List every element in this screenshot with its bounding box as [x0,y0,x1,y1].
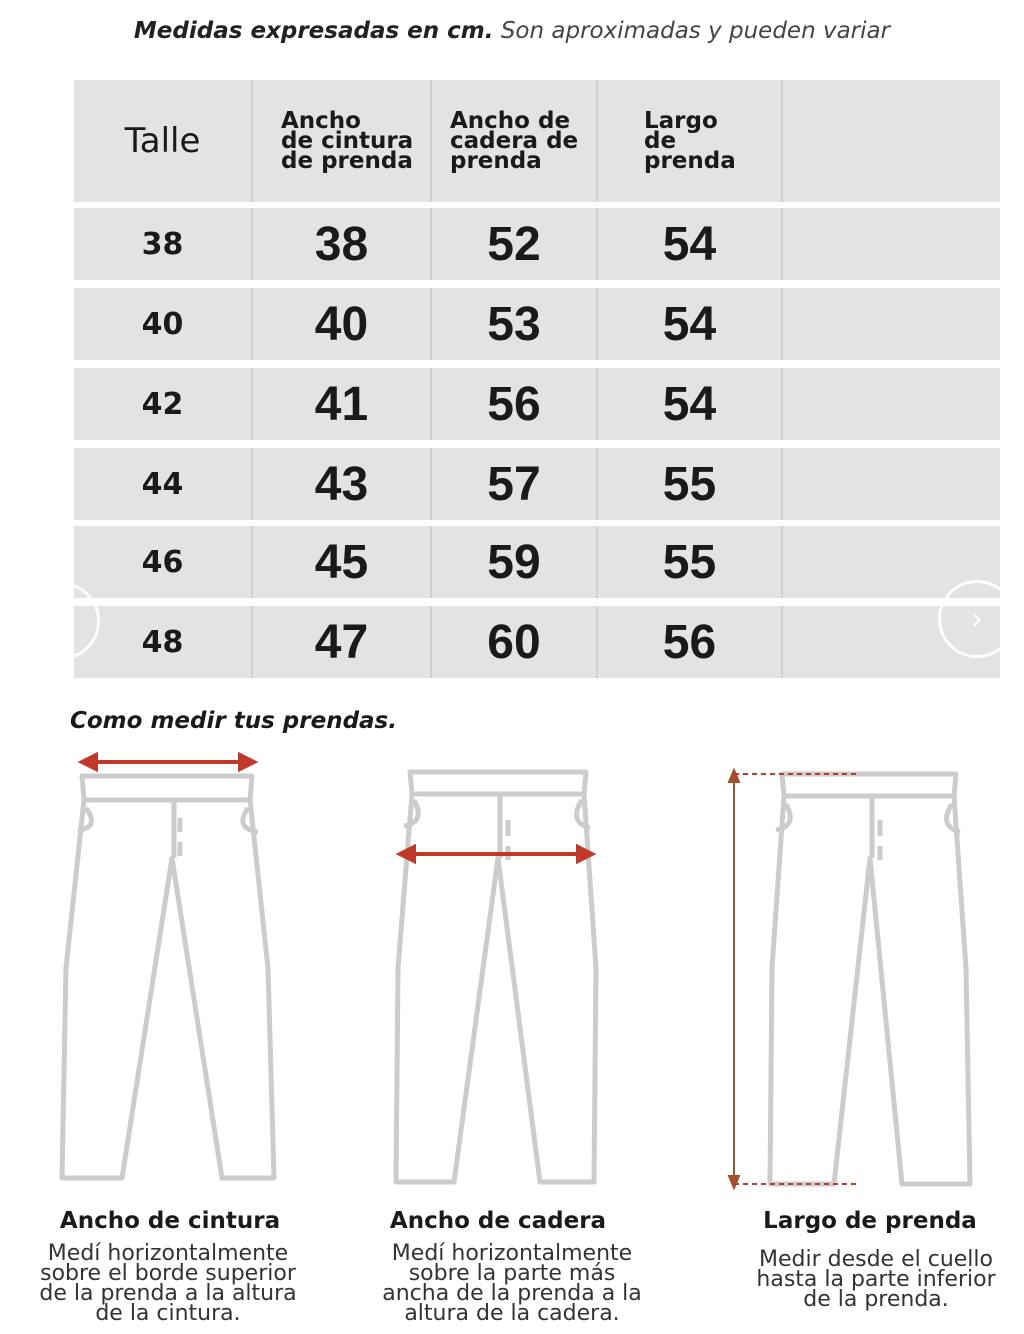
cell-talle [74,606,253,678]
cell-cadera [432,606,598,678]
cell-largo [598,208,783,280]
talle-value: 46 [141,544,184,580]
cell-cadera [432,368,598,440]
cintura-value: 41 [314,377,369,431]
cintura-value: 38 [314,217,369,271]
cell-cintura [253,526,432,598]
cell-talle [74,448,253,520]
pants-hip-illustration [390,748,610,1188]
header-cell-largo [598,80,783,202]
cell-talle [74,368,253,440]
talle-value: 42 [141,386,184,422]
cell-cintura [253,208,432,280]
cell-largo [598,606,783,678]
chevron-right-icon: › [971,601,983,637]
cadera-value: 52 [487,217,541,271]
cell-cintura [253,448,432,520]
talle-value: 38 [141,226,184,262]
talle-value: 40 [141,306,184,342]
how-to-measure-title: Como medir tus prendas. [70,708,397,734]
largo-value: 54 [662,297,717,351]
cadera-value: 59 [487,535,541,589]
measurement-note [0,18,1024,44]
caption-title-largo: Largo de prenda [763,1208,977,1234]
pants-waist-illustration [52,748,292,1188]
largo-value: 55 [662,457,717,511]
cintura-value: 47 [314,615,369,669]
table-row [74,288,1000,360]
cell-empty [783,448,1000,520]
chevron-left-icon: ‹ [55,603,67,639]
cell-cintura [253,288,432,360]
table-row [74,368,1000,440]
largo-value: 55 [662,535,717,589]
cell-cintura [253,368,432,440]
cell-cadera [432,526,598,598]
talle-value: 44 [141,466,184,502]
measurement-note-rest: Son aproximadas y pueden variar [500,18,891,44]
table-row [74,448,1000,520]
largo-value: 54 [662,217,717,271]
cell-largo [598,368,783,440]
cell-cadera [432,208,598,280]
table-row [74,208,1000,280]
caption-title-cintura: Ancho de cintura [59,1208,281,1234]
cell-talle [74,288,253,360]
cell-cadera [432,288,598,360]
cadera-value: 53 [487,297,541,351]
cell-talle [74,526,253,598]
cadera-value: 60 [487,615,541,669]
caption-desc-cadera: Medí horizontalmente sobre la parte más ancha de la prenda a la altura de la cadera. [382,1241,642,1326]
cadera-value: 56 [487,377,541,431]
header-cell-talle [74,80,253,202]
carousel-prev-button[interactable] [22,582,100,660]
cintura-value: 45 [314,535,369,589]
header-largo: Largo de prenda [644,108,736,174]
header-cell-empty [783,80,1000,202]
caption-title-cadera: Ancho de cadera [389,1208,607,1234]
cell-largo [598,448,783,520]
cell-largo [598,526,783,598]
caption-desc-cintura: Medí horizontalmente sobre el borde superior de la prenda a la altura de la cintura. [39,1241,297,1326]
pants-length-illustration [720,748,980,1198]
header-cell-cadera [432,80,598,202]
length-arrow [729,770,856,1188]
caption-desc-largo: Medir desde el cuello hasta la parte inferior de la prenda. [756,1247,996,1312]
cell-empty [783,288,1000,360]
cell-largo [598,288,783,360]
cell-talle [74,208,253,280]
header-talle: Talle [124,121,201,161]
measurement-note-bold: Medidas expresadas en cm. [133,18,494,44]
cell-cadera [432,448,598,520]
table-header-row [74,80,1000,202]
cadera-value: 57 [487,457,541,511]
cell-empty [783,208,1000,280]
waist-arrow [82,755,254,769]
cell-empty [783,368,1000,440]
cintura-value: 43 [314,457,369,511]
carousel-next-button[interactable] [938,580,1016,658]
cell-cintura [253,606,432,678]
cintura-value: 40 [314,297,369,351]
header-cadera: Ancho de cadera de prenda [450,108,579,174]
talle-value: 48 [141,624,184,660]
largo-value: 56 [662,615,717,669]
header-cell-cintura [253,80,432,202]
header-cintura: Ancho de cintura de prenda [281,108,414,174]
table-row [74,526,1000,598]
table-row [74,606,1000,678]
largo-value: 54 [662,377,717,431]
